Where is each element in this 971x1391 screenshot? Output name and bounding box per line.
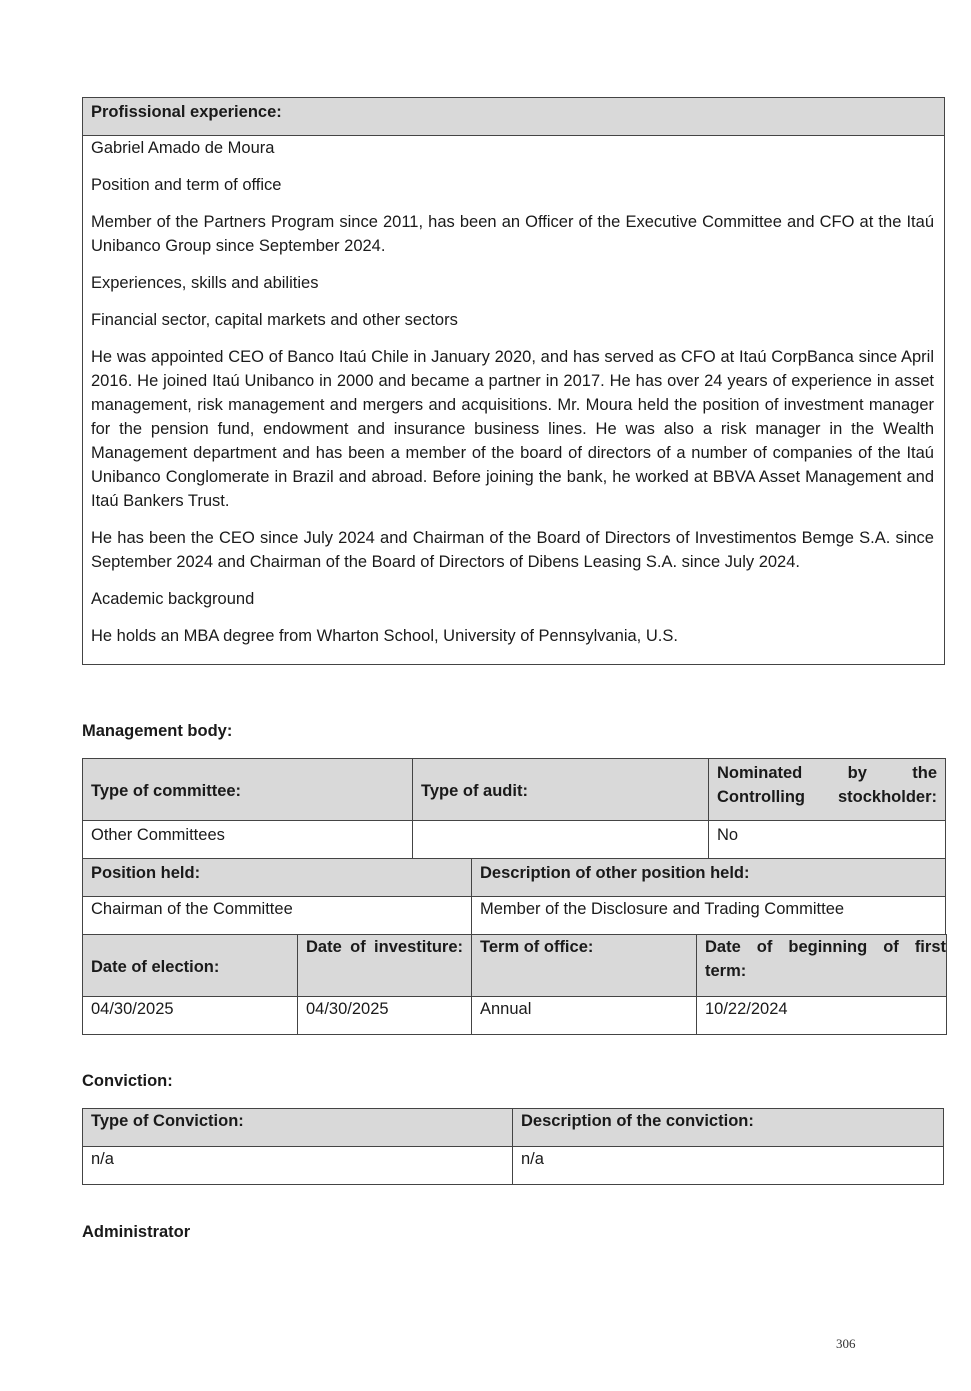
conviction-title: Conviction: <box>82 1072 173 1090</box>
first-term-date-header: Date of beginning of first term: <box>697 935 947 997</box>
position-text: Member of the Partners Program since 2011, has been an Officer of the Executive Committee and CFO at the Itaú Unibanco Group since September 2024. <box>91 213 934 255</box>
administrator-title: Administrator <box>82 1223 191 1241</box>
election-date-header: Date of election: <box>83 935 298 997</box>
bio-paragraph-2: He has been the CEO since July 2024 and Chairman of the Board of Directors of Investimentos Bemge S.A. since September 2024 and Chairman of the Board of Directors of Dibens Leasing S.A. since July 2024. <box>91 529 934 571</box>
conviction-type-value: n/a <box>83 1147 513 1185</box>
page-number: 306 <box>836 1336 856 1351</box>
audit-type-value <box>413 821 709 859</box>
position-held-header: Position held: <box>83 859 472 897</box>
committee-table <box>82 758 946 859</box>
committee-type-value: Other Committees <box>83 821 413 859</box>
conviction-description-header: Description of the conviction: <box>513 1109 944 1147</box>
other-position-value: Member of the Disclosure and Trading Committee <box>472 897 946 935</box>
first-term-date-value: 10/22/2024 <box>697 997 947 1035</box>
election-date-value: 04/30/2025 <box>83 997 298 1035</box>
sectors-text: Financial sector, capital markets and other sectors <box>91 311 458 329</box>
dates-table <box>82 934 947 1035</box>
conviction-description-value: n/a <box>513 1147 944 1185</box>
investiture-date-header: Date of investiture: <box>298 935 472 997</box>
term-of-office-value: Annual <box>472 997 697 1035</box>
conviction-table <box>82 1108 944 1185</box>
conviction-type-header: Type of Conviction: <box>83 1109 513 1147</box>
skills-label: Experiences, skills and abilities <box>91 274 319 292</box>
management-body-title: Management body: <box>82 722 233 740</box>
nominated-value: No <box>709 821 946 859</box>
professional-experience-header: Profissional experience: <box>83 98 944 136</box>
other-position-header: Description of other position held: <box>472 859 946 897</box>
academic-label: Academic background <box>91 590 255 608</box>
investiture-date-value: 04/30/2025 <box>298 997 472 1035</box>
academic-text: He holds an MBA degree from Wharton School, University of Pennsylvania, U.S. <box>91 627 678 645</box>
position-label: Position and term of office <box>91 176 282 194</box>
position-held-value: Chairman of the Committee <box>83 897 472 935</box>
position-table <box>82 858 946 935</box>
professional-experience-box <box>82 97 945 665</box>
person-name: Gabriel Amado de Moura <box>91 139 275 157</box>
bio-paragraph-1: He was appointed CEO of Banco Itaú Chile in January 2020, and has served as CFO at Itaú CorpBanca since April 2016. He joined Itaú Unibanco in 2000 and became a partner in 2017. He has over 24 years of experience in asset management, risk management and mergers and acquisitions. Mr. Moura held the position of investment manager for the pension fund, endowment and insurance business lines. He was also a risk manager in the Wealth Management department and has been a member of the board of directors of a number of companies of the Itaú Unibanco Conglomerate in Brazil and abroad. Before joining the bank, he worked at BBVA Asset Management and Itaú Bankers Trust. <box>91 348 934 510</box>
nominated-header: Nominated by the Controlling stockholder: <box>709 759 946 821</box>
term-of-office-header: Term of office: <box>472 935 697 997</box>
committee-type-header: Type of committee: <box>83 759 413 821</box>
audit-type-header: Type of audit: <box>413 759 709 821</box>
